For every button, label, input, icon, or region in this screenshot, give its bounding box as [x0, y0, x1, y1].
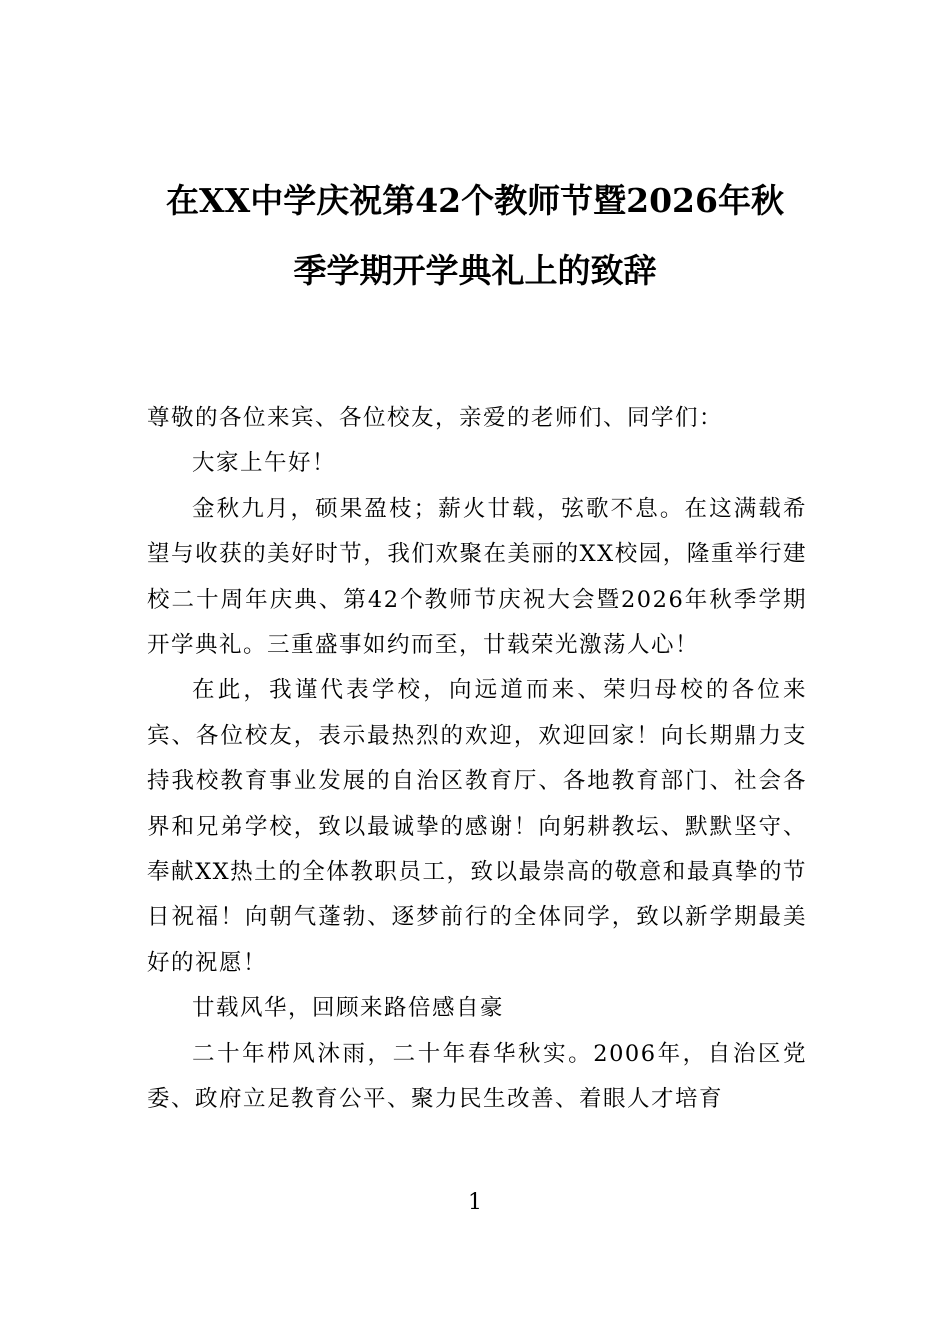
paragraph-opening: 金秋九月，硕果盈枝；薪火廿载，弦歌不息。在这满载希望与收获的美好时节，我们欢聚在美丽的XX校园，隆重举行建校二十周年庆典、第42个教师节庆祝大会暨2026年秋季学期开学典礼。三重盛事如约而至，廿载荣光激荡人心！ [147, 495, 807, 659]
salutation: 尊敬的各位来宾、各位校友，亲爱的老师们、同学们： [147, 405, 724, 431]
document-body [147, 396, 807, 1123]
title-line-2: 季学期开学典礼上的致辞 [293, 251, 657, 290]
document-title [130, 166, 820, 306]
title-line-1: 在XX中学庆祝第42个教师节暨2026年秋 [166, 181, 784, 220]
paragraph-thanks: 在此，我谨代表学校，向远道而来、荣归母校的各位来宾、各位校友，表示最热烈的欢迎，欢迎回家！向长期鼎力支持我校教育事业发展的自治区教育厅、各地教育部门、社会各界和兄弟学校，致以最诚挚的感谢！向躬耕教坛、默默坚守、奉献XX热土的全体教职员工，致以最崇高的敬意和最真挚的节日祝福！向朝气蓬勃、逐梦前行的全体同学，致以新学期最美好的祝愿！ [147, 677, 807, 976]
page-number: 1 [468, 1190, 482, 1215]
section-heading: 廿载风华，回顾来路倍感自豪 [192, 995, 505, 1022]
paragraph-greeting: 大家上午好！ [192, 450, 337, 477]
paragraph-history: 二十年栉风沐雨，二十年春华秋实。2006年，自治区党委、政府立足教育公平、聚力民生改善、着眼人才培育 [147, 1040, 807, 1113]
